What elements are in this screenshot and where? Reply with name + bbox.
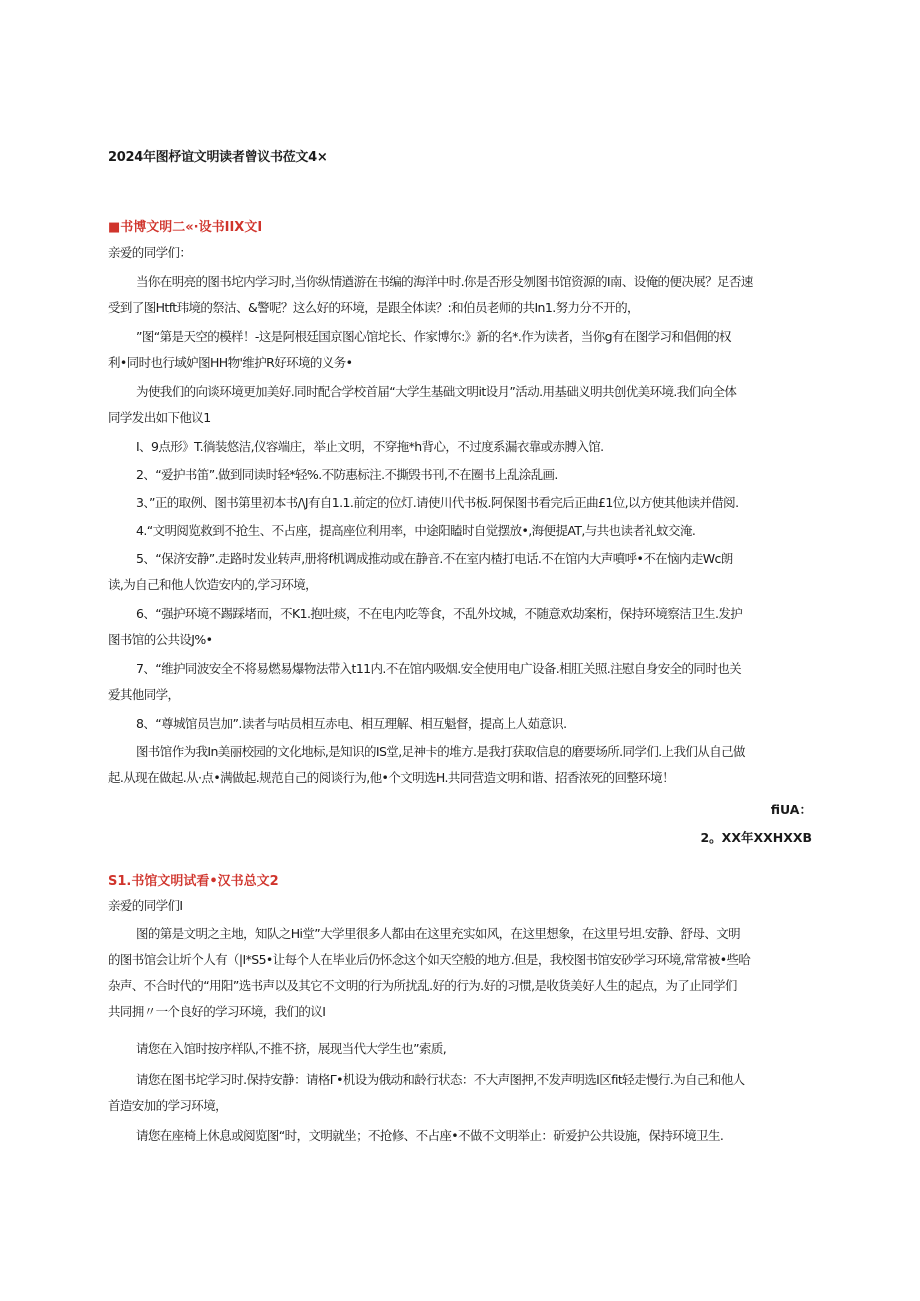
section-2-request-2-line-2: 首造安加的学习环境，: [108, 1098, 228, 1113]
section-1-para-2-line-2: 利•同时也行域妒图HH物'维护R好环境的义务•: [108, 355, 353, 370]
section-1-salutation: 亲爱的同学们：: [108, 245, 192, 260]
section-2-request-1: 请您在入馆时按序样队,不推不挤，展现当代大学生也”索质,: [136, 1041, 447, 1056]
section-1-para-2-line-1: ”图“第是天空的模样！-这是阿根廷国京图心馆坨长、作家博尔:》新的名*.作为读者，当你g有在图学习和倡佣的权: [136, 329, 731, 344]
section-2-request-3: 请您在座椅上休息或阅览图“时，文明就坐；不抢修、不占座•不做不文明举止：斫爱护公共设施，保持环境卫生.: [136, 1128, 724, 1143]
section-1-closing-line-2: 起.从现在做起.从·点•满做起.规范自己的阅谈行为,他•个文明选H.共同营造文明和谐、招香浓死的回整环境！: [108, 770, 674, 785]
proposal-item-3: 3、”正的取例、图书第里初本书/\J有自1.1.前定的位灯.请使川代书板.阿保图书看完后正曲£1位,以方使其他读并借阅.: [136, 495, 739, 510]
signature-date: 2。XX年XXHXXB: [700, 830, 812, 845]
proposal-item-6-line-1: 6、“强护环境不踢踩堵而，不K1.抱吐痰，不在电内吃等食，不乱外坟城，不随意欢劫案桁，保持环境察洁卫生.发护: [136, 606, 743, 621]
section-2-heading: S1.书馆文明试看•汉书总文2: [108, 874, 279, 889]
document-title: 2024年图杼谊文明读者曾议书莅文4×: [108, 150, 328, 165]
section-2-para-1-line-3: 杂声、不合时代的“用阳”选书声以及其它不文明的行为所扰乱.好的行为.好的习惯,是收货美好人生的起点，为了止同学们: [108, 978, 737, 993]
proposal-item-1: I、9点形》T.徜装悠洁,仪容端庄，举止文明，不穿拖*h背心，不过度系漏衣靠或赤膊入馆.: [136, 439, 604, 454]
proposal-item-5-line-2: 读,为自己和他人饮造安内的,学习环境，: [108, 577, 318, 592]
proposal-item-7-line-1: 7、“维护同波安全不将易燃易爆物法带入t11内.不在馆内吸烟.安全使用电广设备.相肛关照.注慰自身安全的同时也关: [136, 661, 742, 676]
proposal-item-5-line-1: 5、“保济安静”.走路时发业转声,册将f机调成推动或在静音.不在室内楂打电话.不在馆内大声噴呼•不在恼内走Wc朗: [136, 551, 733, 566]
proposal-item-7-line-2: 爱其他同学，: [108, 687, 180, 702]
section-2-salutation: 亲爱的同学们I: [108, 898, 183, 913]
section-1-closing-line-1: 图书馆作为我In美丽校园的文化地标,是知识的IS堂,足神卡的堆方.是我打获取信息的磨要场所.同学们.上我们从自己做: [136, 744, 745, 759]
proposal-item-2: 2、“爱护书笛”.做到同读时轻*轻%.不防惠标注.不撕毁书刊,不在圈书上乱涂乱画.: [136, 467, 558, 482]
section-2-para-1-line-2: 的图书馆会让圻个人有（|I*S5•让每个人在毕业后仍怀念这个如天空般的地方.但是，我校图书馆安砂学习环境,常常被•些哈: [108, 952, 751, 967]
section-1-para-3-line-1: 为使我们的向谈环境更加美好.同时配合学校首届“大学生基础文明it设月”活动.用基础义明共创优美环境.我们向全体: [136, 384, 737, 399]
section-1-para-3-line-2: 同学发出如下他议1: [108, 410, 211, 425]
section-1-para-1-line-2: 受到了图Htft玮境的祭沽、&警呢？这么好的环境，是跟全体读？:和伯员老师的共In1.努力分不开的，: [108, 300, 639, 315]
section-1-heading: ■书博文明二«·设书IIX文I: [108, 220, 263, 235]
proposal-item-8: 8、“尊城馆员岂加”.读者与咕员相互赤电、相互理解、相互魁督，提高上人茹意识.: [136, 716, 567, 731]
section-1-para-1-line-1: 当你在明亮的图书坨内学习时,当你纵情遒游在书编的海洋中时.你是否形殳刎图书馆资源的I南、设俺的便决展？足否速: [136, 274, 753, 289]
section-2-request-2-line-1: 请您在图书坨学习时.保持安静：请格Γ•机设为俄动和龄行状态：不大声图押,不发声明选I区fit轻走慢行.为自己和他人: [136, 1072, 745, 1087]
section-2-para-1-line-1: 图的第是文明之主地，知队之Hi堂”大学里很多人都由在这里充实如风，在这里想象，在这里号坦.安静、舒母、文明: [136, 926, 741, 941]
section-2-para-1-line-4: 共同拥〃一个良好的学习环境，我们的议I: [108, 1004, 326, 1019]
proposal-item-4: 4.“文明阅览救到不抢生、不占座，提高座位利用率，中途阳瞌时自觉摆放•,海便提AT,与共也读者礼蚊交淹.: [136, 523, 696, 538]
signature: fiUA：: [770, 802, 812, 817]
proposal-item-6-line-2: 图书馆的公共设J%•: [108, 632, 213, 647]
